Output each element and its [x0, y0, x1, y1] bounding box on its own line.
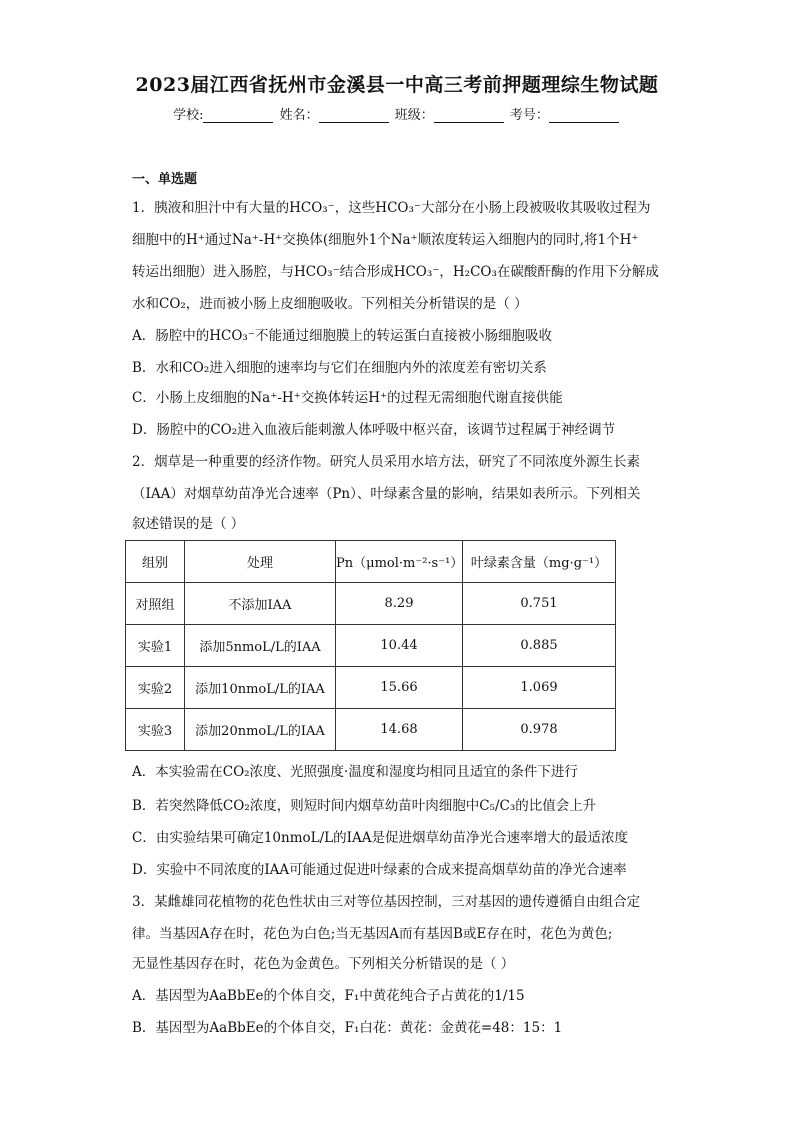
table-row: [126, 625, 616, 667]
table-cell: 14.68: [336, 709, 463, 751]
q1-option-d: D．肠腔中的CO₂进入血液后能刺激人体呼吸中枢兴奋，该调节过程属于神经调节: [132, 422, 616, 438]
table-row: [126, 583, 616, 625]
school-blank[interactable]: [203, 110, 273, 123]
table-row: [126, 667, 616, 709]
table-header-cell: Pn（μmol·m⁻²·s⁻¹）: [336, 541, 463, 583]
q2-option-c: C．由实验结果可确定10nmoL/L的IAA是促进烟草幼苗净光合速率增大的最适浓度: [132, 830, 628, 846]
q2-line: 2．烟草是一种重要的经济作物。研究人员采用水培方法，研究了不同浓度外源生长素: [132, 454, 641, 470]
q3-line: 无显性基因存在时，花色为金黄色。下列相关分析错误的是（ ）: [132, 956, 515, 972]
school-label: 学校:: [173, 108, 204, 123]
results-table: [125, 540, 616, 751]
name-blank[interactable]: [319, 110, 389, 123]
q2-line: （IAA）对烟草幼苗净光合速率（Pn）、叶绿素含量的影响，结果如表所示。下列相关: [132, 486, 641, 502]
table-header-cell: 组别: [126, 541, 185, 583]
page-title: 2023届江西省抚州市金溪县一中高三考前押题理综生物试题: [135, 74, 659, 96]
q1-option-a: A．肠腔中的HCO₃⁻不能通过细胞膜上的转运蛋白直接被小肠细胞吸收: [132, 328, 552, 344]
q1-option-c: C．小肠上皮细胞的Na⁺-H⁺交换体转运H⁺的过程无需细胞代谢直接供能: [132, 390, 563, 406]
table-cell: 0.978: [463, 709, 616, 751]
table-cell: 0.885: [463, 625, 616, 667]
name-label: 姓名：: [279, 108, 319, 123]
table-cell: 实验1: [126, 625, 185, 667]
table-header-row: [126, 541, 616, 583]
table-header-cell: 处理: [185, 541, 336, 583]
q3-option-b: B．基因型为AaBbEe的个体自交，F₁白花：黄花：金黄花=48：15：1: [132, 1020, 563, 1036]
table-cell: 1.069: [463, 667, 616, 709]
table-cell: 添加5nmoL/L的IAA: [185, 625, 336, 667]
q1-line: 水和CO₂，进而被小肠上皮细胞吸收。下列相关分析错误的是（ ）: [132, 296, 528, 312]
q3-option-a: A．基因型为AaBbEe的个体自交，F₁中黄花纯合子占黄花的1/15: [132, 988, 525, 1004]
table-header-cell: 叶绿素含量（mg·g⁻¹）: [463, 541, 616, 583]
number-blank[interactable]: [549, 110, 619, 123]
q2-option-b: B．若突然降低CO₂浓度，则短时间内烟草幼苗叶肉细胞中C₅/C₃的比值会上升: [132, 798, 597, 814]
q1-line: 细胞中的H⁺通过Na⁺-H⁺交换体(细胞外1个Na⁺顺浓度转运入细胞内的同时,将1个H⁺: [132, 232, 639, 248]
class-label: 班级：: [394, 108, 434, 123]
table-cell: 对照组: [126, 583, 185, 625]
q2-option-a: A．本实验需在CO₂浓度、光照强度·温度和湿度均相同且适宜的条件下进行: [132, 764, 578, 780]
table-cell: 不添加IAA: [185, 583, 336, 625]
class-blank[interactable]: [434, 110, 504, 123]
table-cell: 添加10nmoL/L的IAA: [185, 667, 336, 709]
student-info-row: [0, 104, 794, 123]
q2-line: 叙述错误的是（ ）: [132, 516, 245, 532]
section-heading: 一、单选题: [132, 172, 198, 187]
table-cell: 15.66: [336, 667, 463, 709]
q1-line: 转运出细胞）进入肠腔，与HCO₃⁻结合形成HCO₃⁻，H₂CO₃在碳酸酐酶的作用下分解成: [132, 264, 659, 280]
table-cell: 0.751: [463, 583, 616, 625]
table-cell: 8.29: [336, 583, 463, 625]
q1-option-b: B．水和CO₂进入细胞的速率均与它们在细胞内外的浓度差有密切关系: [132, 360, 547, 376]
table-cell: 10.44: [336, 625, 463, 667]
table-row: [126, 709, 616, 751]
table-cell: 实验2: [126, 667, 185, 709]
number-label: 考号：: [509, 108, 549, 123]
q3-line: 律。当基因A存在时，花色为白色;当无基因A而有基因B或E存在时，花色为黄色;: [132, 926, 613, 942]
table-cell: 实验3: [126, 709, 185, 751]
table-cell: 添加20nmoL/L的IAA: [185, 709, 336, 751]
q3-line: 3．某雌雄同花植物的花色性状由三对等位基因控制，三对基因的遗传遵循自由组合定: [132, 894, 641, 910]
q1-line: 1．胰液和胆汁中有大量的HCO₃⁻，这些HCO₃⁻大部分在小肠上段被吸收其吸收过程为: [132, 200, 651, 216]
q2-option-d: D．实验中不同浓度的IAA可能通过促进叶绿素的合成来提高烟草幼苗的净光合速率: [132, 862, 627, 878]
